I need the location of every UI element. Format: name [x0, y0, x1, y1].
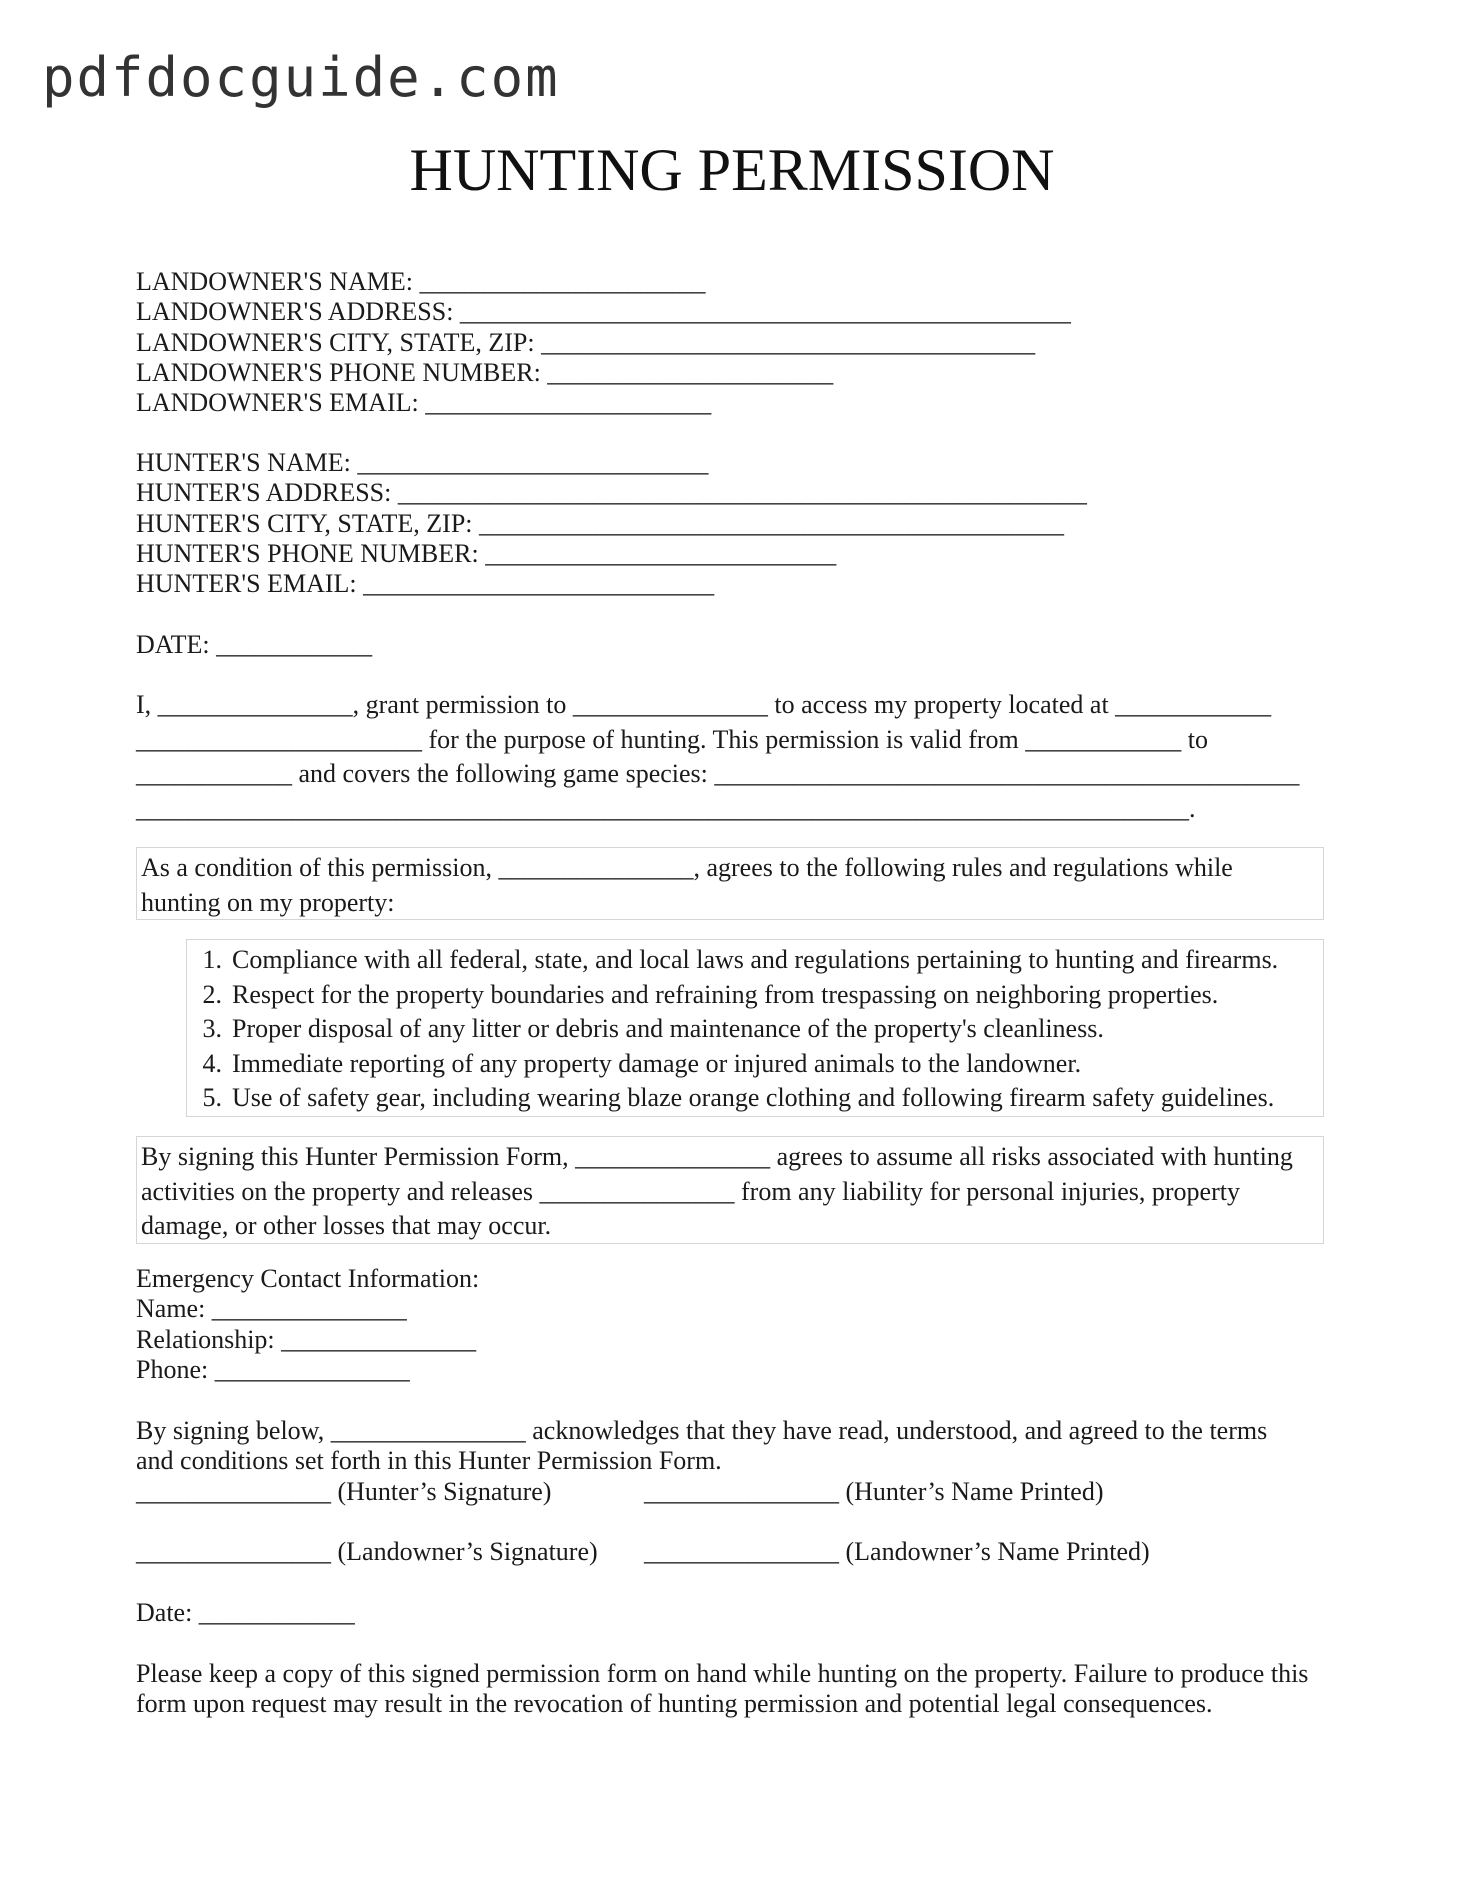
- rules-list-box: [186, 939, 1324, 1117]
- landowner-name-field[interactable]: LANDOWNER'S NAME: ______________________: [136, 267, 706, 296]
- emergency-heading: Emergency Contact Information:: [136, 1264, 480, 1293]
- liability-line: damage, or other losses that may occur.: [141, 1211, 552, 1240]
- landowner-email-field[interactable]: LANDOWNER'S EMAIL: ______________________: [136, 388, 712, 418]
- emergency-phone-field[interactable]: Phone: _______________: [136, 1354, 410, 1384]
- rule-item: 2. Respect for the property boundaries and refraining from trespassing on neighboring properties.: [202, 979, 1219, 1009]
- liability-line[interactable]: activities on the property and releases _______________ from any liability for personal injuries, property: [141, 1176, 1240, 1206]
- hunter-email-field[interactable]: HUNTER'S EMAIL: ___________________________: [136, 569, 715, 599]
- hunter-address-field[interactable]: HUNTER'S ADDRESS: _____________________________________________________: [136, 478, 1087, 508]
- emergency-contact-section: [136, 1264, 1336, 1385]
- acknowledgement-line[interactable]: By signing below, _______________ acknowledges that they have read, understood, and agreed to the terms: [136, 1416, 1268, 1445]
- footer-note-line: form upon request may result in the revocation of hunting permission and potential legal consequences.: [136, 1689, 1213, 1719]
- final-date-field[interactable]: Date: ____________: [136, 1598, 355, 1627]
- rule-item: 5. Use of safety gear, including wearing blaze orange clothing and following firearm safety guidelines.: [202, 1083, 1275, 1113]
- emergency-relationship-field[interactable]: Relationship: _______________: [136, 1324, 477, 1354]
- landowner-city-state-zip-field[interactable]: LANDOWNER'S CITY, STATE, ZIP: ______________________________________: [136, 327, 1036, 357]
- hunter-name-printed-field[interactable]: _______________ (Hunter’s Name Printed): [644, 1477, 1104, 1506]
- hunter-phone-field[interactable]: HUNTER'S PHONE NUMBER: ___________________________: [136, 538, 837, 568]
- acknowledgement-line: and conditions set forth in this Hunter Permission Form.: [136, 1446, 722, 1476]
- hunter-name-field[interactable]: HUNTER'S NAME: ___________________________: [136, 448, 709, 477]
- rules-list: [187, 943, 1323, 1116]
- landowner-signature-field[interactable]: _______________ (Landowner’s Signature): [136, 1537, 598, 1566]
- liability-line[interactable]: By signing this Hunter Permission Form, _______________ agrees to assume all risks associated with hunting: [141, 1142, 1293, 1171]
- condition-line: hunting on my property:: [141, 887, 395, 917]
- grant-line[interactable]: I, _______________, grant permission to _______________ to access my property located at ____________: [136, 690, 1272, 719]
- condition-line[interactable]: As a condition of this permission, _______________, agrees to the following rules and regulations while: [141, 853, 1233, 882]
- footer-note-line: Please keep a copy of this signed permission form on hand while hunting on the property. Failure to produce this: [136, 1659, 1309, 1688]
- page-title: HUNTING PERMISSION: [409, 137, 1055, 203]
- date-field[interactable]: DATE: ____________: [136, 630, 373, 659]
- grant-line[interactable]: ____________ and covers the following game species: _____________________________________________: [136, 759, 1300, 788]
- liability-paragraph-box: [136, 1136, 1324, 1244]
- watermark: pdfdocguide.com: [42, 46, 560, 109]
- footer-note: [136, 1659, 1336, 1720]
- grant-line[interactable]: _________________________________________________________________________________.: [136, 793, 1196, 823]
- landowner-section: [136, 267, 1336, 418]
- landowner-address-field[interactable]: LANDOWNER'S ADDRESS: _______________________________________________: [136, 297, 1071, 327]
- grant-paragraph: [136, 688, 1336, 826]
- condition-paragraph-box: [136, 847, 1324, 920]
- acknowledgement-section: [136, 1416, 1336, 1477]
- emergency-name-field[interactable]: Name: _______________: [136, 1294, 407, 1324]
- hunter-signature-field[interactable]: _______________ (Hunter’s Signature): [136, 1477, 552, 1506]
- hunter-section: [136, 448, 1336, 599]
- hunter-city-state-zip-field[interactable]: HUNTER'S CITY, STATE, ZIP: _____________________________________________: [136, 508, 1065, 538]
- landowner-name-printed-field[interactable]: _______________ (Landowner’s Name Printed): [644, 1537, 1150, 1566]
- landowner-phone-field[interactable]: LANDOWNER'S PHONE NUMBER: ______________________: [136, 357, 834, 387]
- grant-line[interactable]: ______________________ for the purpose of hunting. This permission is valid from ____________ to: [136, 724, 1208, 754]
- rule-item: 3. Proper disposal of any litter or debris and maintenance of the property's cleanliness.: [202, 1014, 1104, 1044]
- rule-item: 1. Compliance with all federal, state, and local laws and regulations pertaining to hunting and firearms.: [202, 945, 1279, 974]
- date-section: [136, 630, 1336, 660]
- rule-item: 4. Immediate reporting of any property damage or injured animals to the landowner.: [202, 1048, 1082, 1078]
